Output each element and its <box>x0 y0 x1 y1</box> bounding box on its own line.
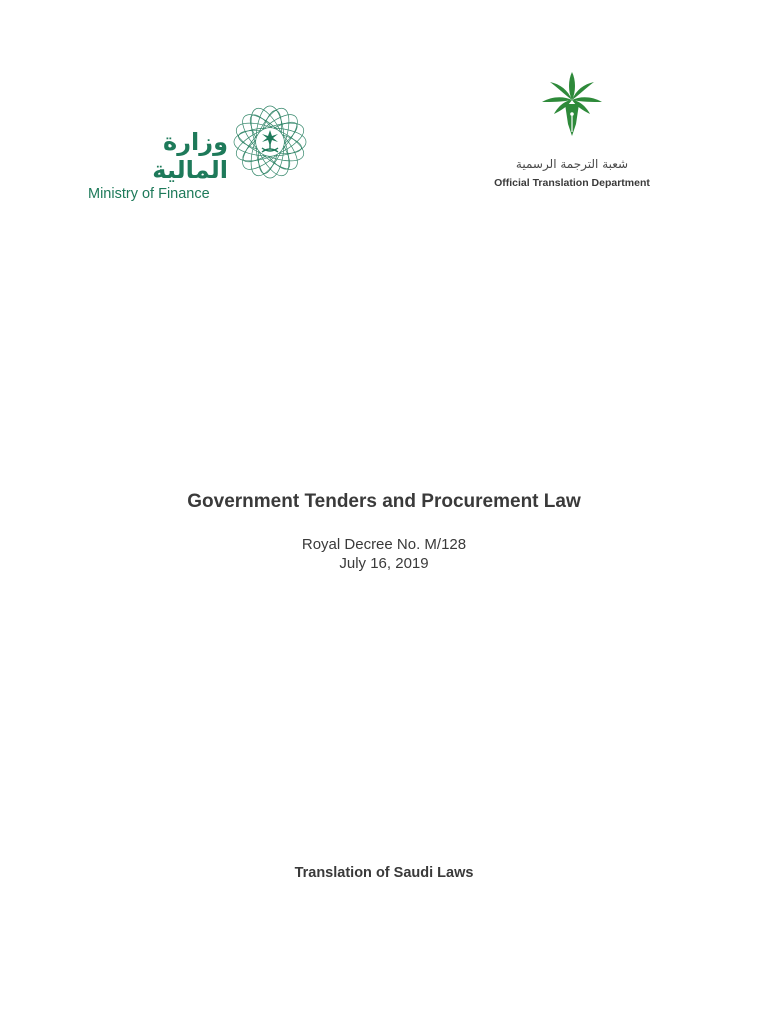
translation-department-english-name: Official Translation Department <box>494 177 650 189</box>
ministry-english-name: Ministry of Finance <box>88 186 210 202</box>
palm-pen-emblem-icon <box>538 70 606 140</box>
ministry-logo-text <box>88 128 228 202</box>
ministry-of-finance-logo <box>88 100 312 202</box>
document-title: Government Tenders and Procurement Law <box>187 491 581 512</box>
translation-department-arabic-name: شعبة الترجمة الرسمية <box>515 157 629 171</box>
official-translation-department-logo <box>486 64 662 194</box>
decree-date: July 16, 2019 <box>339 555 429 572</box>
ministry-emblem-icon <box>230 102 310 182</box>
ministry-arabic-name: وزارة المالية <box>152 128 228 184</box>
royal-decree-number: Royal Decree No. M/128 <box>301 536 467 553</box>
translation-label: Translation of Saudi Laws <box>294 865 474 881</box>
